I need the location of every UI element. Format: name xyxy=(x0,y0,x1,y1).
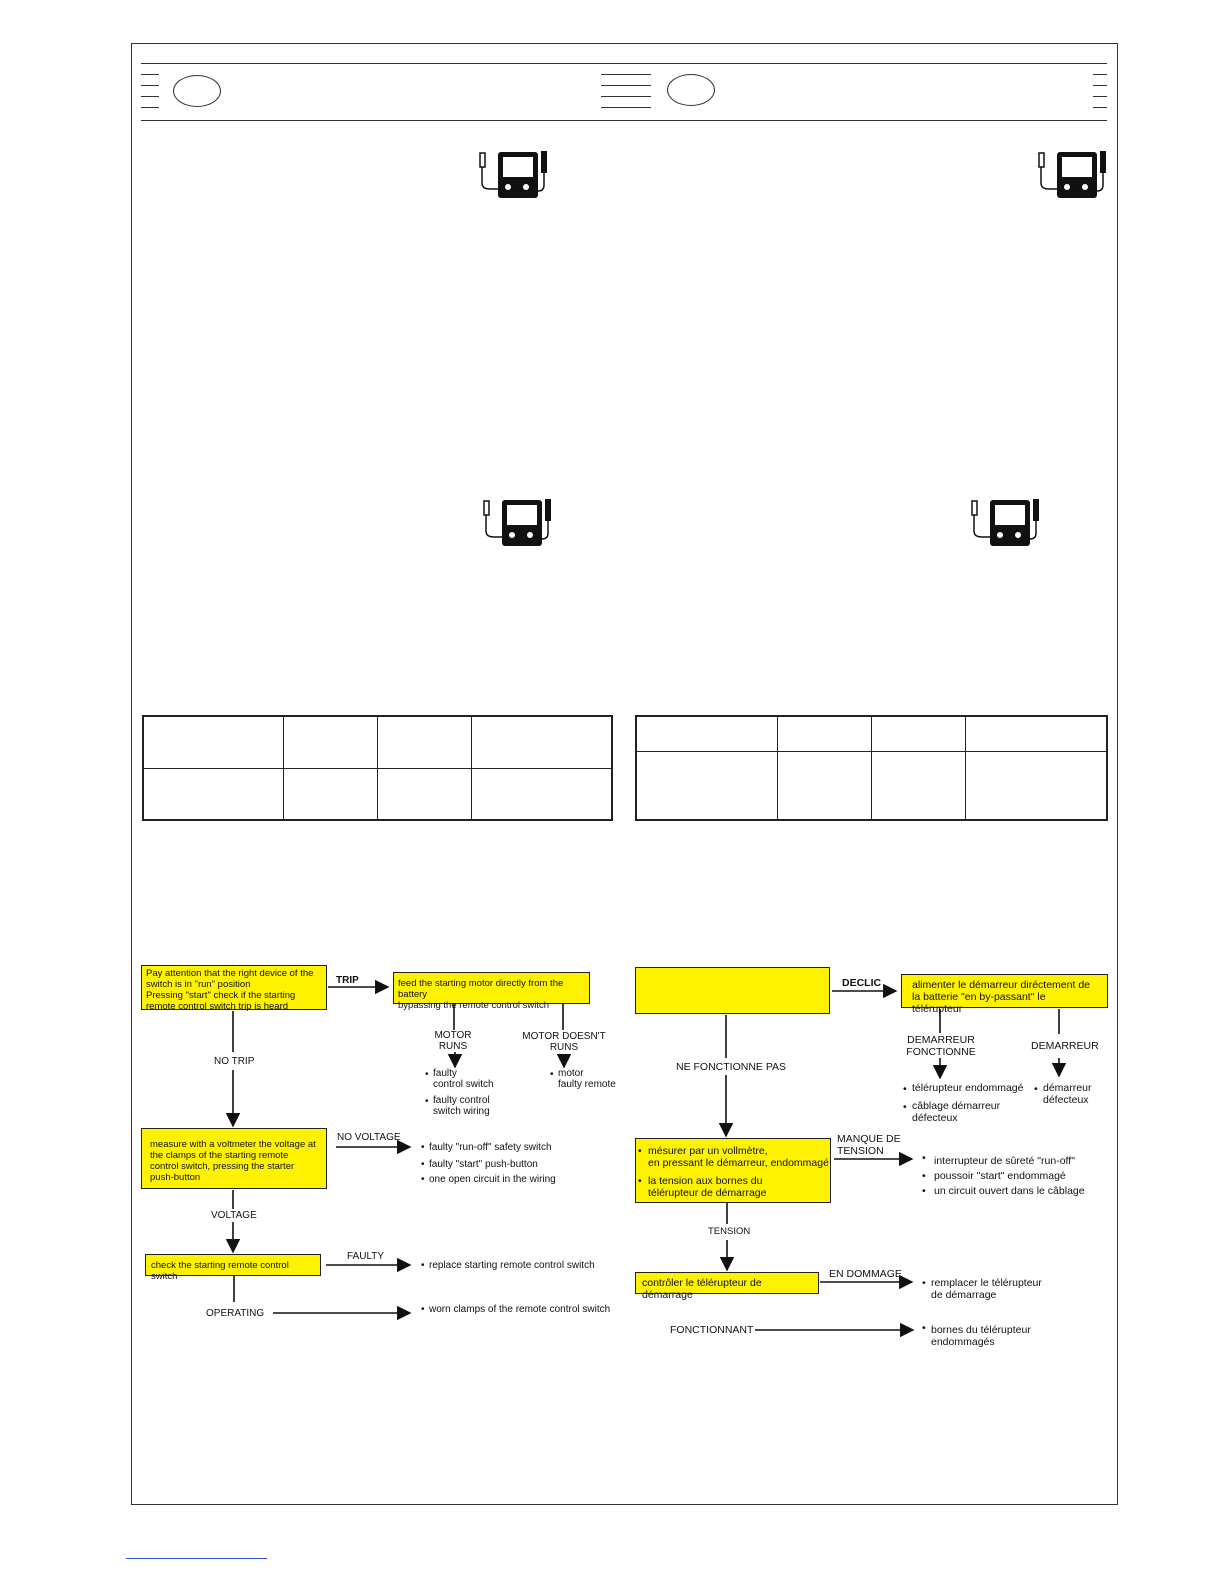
flow-fr-fonctionnant-item: bornes du télérupteur endommagés xyxy=(931,1324,1031,1348)
flow-en-motor-runs-item: • xyxy=(425,1096,429,1107)
flow-fr-manque-item: un circuit ouvert dans le câblage xyxy=(934,1185,1085,1197)
flow-fr-start-box xyxy=(635,967,830,1014)
flow-fr-manque-item: • xyxy=(922,1185,926,1197)
flow-en-faulty-item: replace starting remote control switch xyxy=(429,1260,595,1271)
flow-fr-fonctionne-item: câblage démarreur défecteux xyxy=(912,1100,1001,1124)
flow-en-operating-label: OPERATING xyxy=(206,1308,265,1319)
flow-fr-fonctionne-item: • xyxy=(903,1083,907,1095)
flow-fr-manque-label: MANQUE DE TENSION xyxy=(837,1133,901,1157)
flow-en-faulty-item: • xyxy=(421,1260,425,1271)
flow-en-motor-runs-item: faulty control switch wiring xyxy=(433,1095,490,1117)
flow-en-check-box: check the starting remote control switch xyxy=(145,1254,321,1276)
flow-en-measure-box: measure with a voltmeter the voltage at the clamps of the starting remote control switch, pressing the starter push-button xyxy=(141,1128,327,1189)
flow-fr-declic-label: DECLIC xyxy=(842,977,882,989)
flow-fr-demarreur-item: démarreur défecteux xyxy=(1043,1082,1092,1106)
flow-en-no-voltage-item: faulty "run-off" safety switch xyxy=(429,1142,552,1153)
flow-en-trip-box: feed the starting motor directly from the battery bypassing the remote control switch xyxy=(393,972,590,1004)
flow-en-motor-runs-item: • xyxy=(425,1069,429,1080)
flow-en-faulty-label: FAULTY xyxy=(347,1251,385,1262)
flow-fr-controle-box: contrôler le télérupteur de démarrage xyxy=(635,1272,819,1294)
flow-en-motor-runs-label: MOTOR RUNS xyxy=(434,1030,472,1052)
flow-fr-fonctionne-item: télérupteur endommagé xyxy=(912,1082,1024,1094)
flow-fr-demarreur-label: DEMARREUR xyxy=(1031,1040,1099,1052)
flow-fr-manque-item: • xyxy=(922,1170,926,1182)
flow-fr-fonctionne-label: DEMARREUR FONCTIONNE xyxy=(906,1034,976,1058)
flow-fr-demarreur-item: • xyxy=(1034,1083,1038,1095)
flow-fr-fonctionnant-item: • xyxy=(922,1322,926,1334)
flow-fr-manque-item: poussoir "start" endommagé xyxy=(934,1170,1066,1182)
flow-en-no-voltage-item: faulty "start" push-button xyxy=(429,1159,538,1170)
flow-fr-measure-item: • xyxy=(638,1175,642,1187)
flow-fr-fonctionnant-label: FONCTIONNANT xyxy=(670,1324,754,1336)
flow-en-motor-not-runs-item: • xyxy=(550,1069,554,1080)
flow-en-motor-not-runs-label: MOTOR DOESN'T RUNS xyxy=(522,1031,606,1053)
flow-en-no-voltage-label: NO VOLTAGE xyxy=(337,1132,401,1143)
flow-en-motor-runs-item: faulty control switch xyxy=(433,1068,494,1090)
flow-en-no-voltage-item: • xyxy=(421,1174,425,1185)
flow-fr-endommage-item: remplacer le télérupteur de démarrage xyxy=(931,1277,1042,1301)
flow-fr-fonctionne-item: • xyxy=(903,1101,907,1113)
flow-en-no-voltage-item: • xyxy=(421,1142,425,1153)
flow-fr-measure-item: la tension aux bornes du télérupteur de démarrage xyxy=(648,1175,767,1199)
flow-en-no-trip-label: NO TRIP xyxy=(214,1056,255,1067)
flow-fr-manque-item: • xyxy=(922,1152,926,1164)
flow-fr-measure-item: • xyxy=(638,1145,642,1157)
flow-en-no-voltage-item: one open circuit in the wiring xyxy=(429,1174,556,1185)
flow-en-no-voltage-item: • xyxy=(421,1159,425,1170)
flow-en-operating-item: • xyxy=(421,1304,425,1315)
flow-fr-endommage-item: • xyxy=(922,1277,926,1289)
flow-en-voltage-label: VOLTAGE xyxy=(211,1210,257,1221)
flow-fr-measure-item: mésurer par un vollmètre, en pressant le démarreur, endommagé xyxy=(648,1145,829,1169)
flow-fr-ne-fonctionne-label: NE FONCTIONNE PAS xyxy=(676,1061,787,1073)
flow-fr-manque-item: interrupteur de sûreté "run-off" xyxy=(934,1155,1075,1167)
flow-en-motor-not-runs-item: motor faulty remote xyxy=(558,1068,616,1090)
flow-fr-tension-label: TENSION xyxy=(708,1226,751,1237)
flow-en-trip-label: TRIP xyxy=(336,975,359,986)
flow-fr-endommage-label: EN DOMMAGE xyxy=(829,1268,902,1280)
flow-en-operating-item: worn clamps of the remote control switch xyxy=(429,1304,611,1315)
flow-fr-declic-box: alimenter le démarreur diréctement de la batterie "en by-passant" le télérupteur xyxy=(901,974,1108,1008)
footer-link-line xyxy=(126,1558,267,1559)
flow-en-start-box: Pay attention that the right device of the switch is in "run" position Pressing "start" check if the starting remote control switch trip is heard xyxy=(141,965,327,1010)
